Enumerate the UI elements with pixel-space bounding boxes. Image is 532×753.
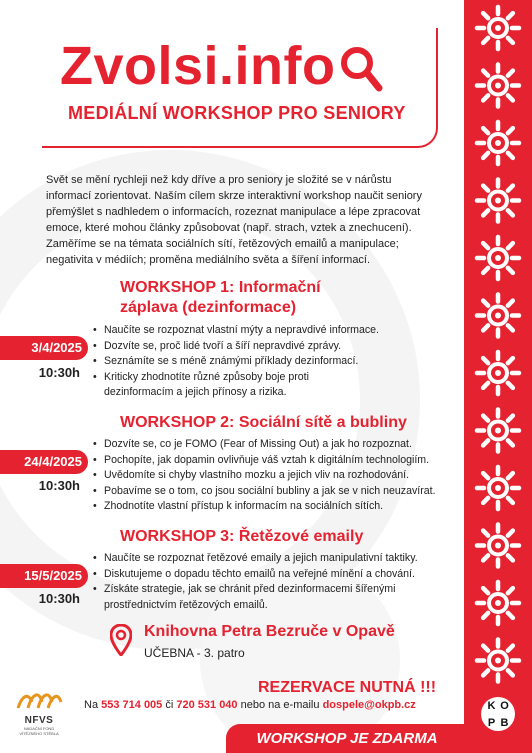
list-item: • Uvědomíte si chyby vlastního mozku a jejich vliv na rozhodování. [93,468,453,484]
email-link[interactable]: dospele@okpb.cz [322,699,416,711]
intro-paragraph: Svět se mění rychleji než kdy dříve a pro seniory je složité se v nárůstu informací zorientovat. Naším cílem skrze interaktivní workshop naučit seniory přemýšlet s nadhledem o informacích, rozeznat manipulace a lépe zpracovat emoce, které mohou články způsobovat (např. strach, vztek a znechucení). Zaměříme se na témata sociálních sítí, řetězových emailů a manipulace; negativita v médiích; proměna mediálního světa a šíření informací. [46,174,422,266]
nfvs-logo-icon [14,688,64,710]
kopb-letter: K [487,699,496,712]
workshop-1-time: 10:30h [38,365,80,380]
search-icon [338,44,384,94]
phone-1[interactable]: 553 714 005 [101,699,163,711]
workshop-1-date: 3/4/2025 [31,340,82,355]
list-item: • Kriticky zhodnotíte různé způsoby boje proti dezinformacím a jejich přínosy a rizika. [93,370,374,401]
location-room: UČEBNA - 3. patro [144,646,245,660]
burst-icon-column [464,0,532,753]
kopb-letter: P [487,716,496,729]
workshop-3-date-tab [0,564,88,588]
workshop-2-date: 24/4/2025 [24,454,82,469]
side-strip [464,0,532,753]
contact-line [84,699,416,711]
footer-banner [226,724,468,753]
page-title: Zvolsi.info [60,36,336,96]
workshop-2-title: WORKSHOP 2: Sociální sítě a bubliny [120,414,407,431]
reservation-heading: REZERVACE NUTNÁ !!! [258,679,437,696]
kopb-logo [481,697,515,731]
list-item: • Pobavíme se o tom, co jsou sociální bubliny a jak se v nich neuzavírat. [93,484,453,500]
workshop-1-date-tab [0,336,88,360]
workshop-3-time: 10:30h [38,591,80,606]
nfvs-subtitle: NADAČNÍ FOND VÍTĚZNÉHO STĚBLA [19,726,59,736]
workshop-1-title: WORKSHOP 1: Informační záplava (dezinformace) [120,279,321,316]
burst-icon [477,525,519,567]
contact-mid: nebo na e-mailu [240,699,320,711]
location-name: Knihovna Petra Bezruče v Opavě [144,623,395,640]
burst-icon [477,7,519,49]
list-item: • Dozvíte se, proč lidé tvoří a šíří nepravdivé zprávy. [93,339,453,355]
workshop-2-time: 10:30h [38,478,80,493]
page-subtitle: MEDIÁLNÍ WORKSHOP PRO SENIORY [68,103,406,123]
burst-icon [477,467,519,509]
list-item: • Dozvíte se, co je FOMO (Fear of Missing Out) a jak ho rozpoznat. [93,437,453,453]
workshop-2-date-tab [0,450,88,474]
location-pin-icon [110,624,132,656]
burst-icon [477,122,519,164]
burst-icon [477,295,519,337]
workshop-1-list [93,323,453,401]
list-item: • Seznámíte se s méně známými příklady dezinformací. [93,354,453,370]
footer-text: WORKSHOP JE ZDARMA [256,730,438,747]
phone-2[interactable]: 720 531 040 [176,699,238,711]
nfvs-name: NFVS [24,715,54,726]
burst-icon [477,180,519,222]
contact-prefix: Na [84,699,99,711]
burst-icon [477,640,519,682]
contact-or: či [165,699,174,711]
list-item: • Naučíte se rozpoznat vlastní mýty a nepravdivé informace. [93,323,453,339]
nfvs-logo [14,688,64,736]
kopb-letter: B [500,716,509,729]
burst-icon [477,65,519,107]
list-item: • Získáte strategie, jak se chránit před dezinformacemi šířenými prostřednictvím řetězových emailů. [93,582,404,613]
list-item: • Pochopíte, jak dopamin ovlivňuje váš vztah k digitálním technologiím. [93,453,453,469]
workshop-3-list [93,551,453,613]
burst-icon [477,237,519,279]
workshop-2-list [93,437,453,515]
burst-icon [477,410,519,452]
header-title [60,38,440,94]
burst-icon [477,352,519,394]
kopb-letter: O [500,699,509,712]
list-item: • Zhodnotíte vlastní přístup k informacím na sociálních sítích. [93,499,453,515]
list-item: • Diskutujeme o dopadu těchto emailů na veřejné mínění a chování. [93,567,453,583]
workshop-3-title: WORKSHOP 3: Řetězové emaily [120,528,364,545]
list-item: • Naučíte se rozpoznat řetězové emaily a jejich manipulativní taktiky. [93,551,453,567]
burst-icon [477,582,519,624]
workshop-3-date: 15/5/2025 [24,568,82,583]
